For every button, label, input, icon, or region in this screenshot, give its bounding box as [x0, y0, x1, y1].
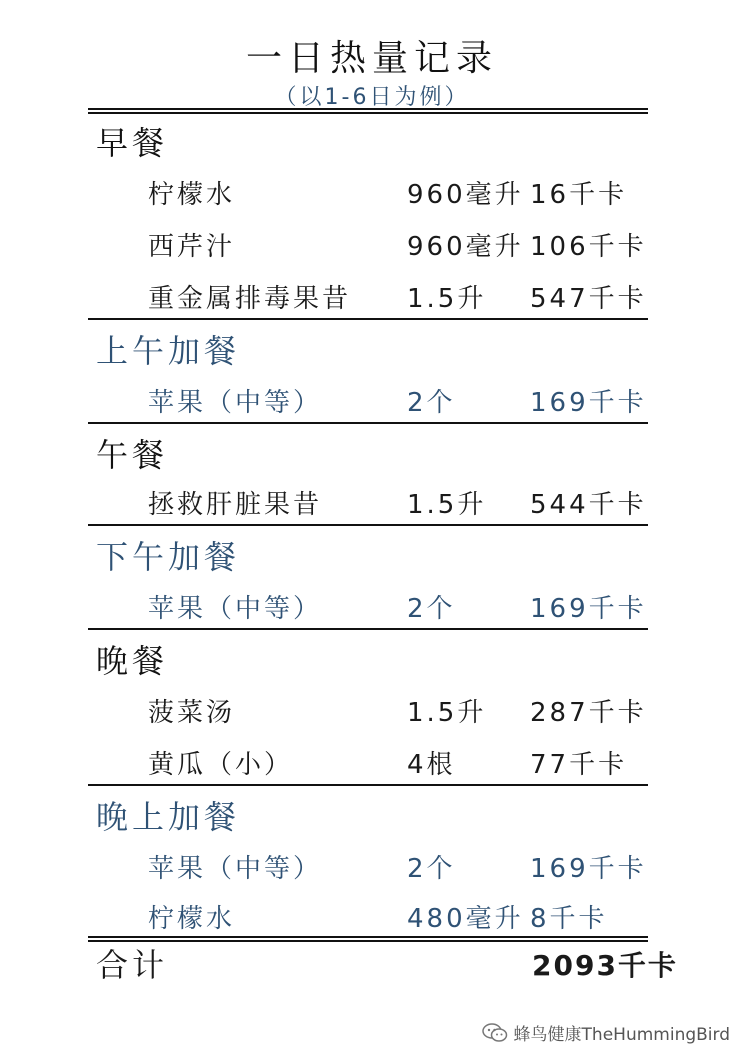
table-row: [0, 898, 744, 938]
table-row: [0, 484, 744, 524]
item-qty: 4根: [407, 750, 456, 780]
item-name: 黄瓜（小）: [148, 750, 294, 780]
section-morning-snack-label: 上午加餐: [96, 332, 241, 370]
item-cal: 8千卡: [530, 904, 608, 934]
page-title: 一日热量记录: [245, 38, 498, 79]
item-cal: 547千卡: [530, 284, 647, 314]
item-name: 苹果（中等）: [148, 854, 323, 884]
item-cal: 106千卡: [530, 232, 647, 262]
section-breakfast-label: 早餐: [96, 124, 169, 162]
item-name: 西芹汁: [148, 232, 236, 262]
table-row: [0, 278, 744, 318]
item-cal: 77千卡: [530, 750, 628, 780]
item-cal: 169千卡: [530, 594, 647, 624]
watermark-text: 蜂鸟健康TheHummingBird: [513, 1025, 730, 1045]
table-row: [0, 848, 744, 888]
section-divider: [88, 628, 648, 630]
table-row: [0, 226, 744, 266]
section-afternoon-snack-label: 下午加餐: [96, 538, 241, 576]
top-rule: [88, 108, 648, 114]
item-cal: 544千卡: [530, 490, 647, 520]
section-divider: [88, 784, 648, 786]
table-row: [0, 744, 744, 784]
item-qty: 2个: [407, 388, 456, 418]
item-qty: 480毫升: [407, 904, 524, 934]
section-divider: [88, 422, 648, 424]
item-qty: 960毫升: [407, 180, 524, 210]
table-row: [0, 692, 744, 732]
item-qty: 2个: [407, 594, 456, 624]
table-row: [0, 382, 744, 422]
page-subtitle: （以1-6日为例）: [274, 85, 470, 110]
item-cal: 169千卡: [530, 388, 647, 418]
table-row: [0, 588, 744, 628]
item-cal: 169千卡: [530, 854, 647, 884]
item-name: 苹果（中等）: [148, 388, 323, 418]
item-name: 菠菜汤: [148, 698, 236, 728]
total-rule: [88, 936, 648, 942]
item-qty: 1.5升: [407, 698, 487, 728]
item-name: 柠檬水: [148, 180, 236, 210]
item-qty: 1.5升: [407, 490, 487, 520]
item-name: 拯救肝脏果昔: [148, 490, 323, 520]
watermark: [482, 1020, 730, 1045]
total-value: 2093千卡: [532, 949, 678, 982]
item-cal: 16千卡: [530, 180, 628, 210]
table-row: [0, 174, 744, 214]
total-label: 合计: [96, 946, 169, 984]
section-lunch-label: 午餐: [96, 436, 169, 474]
section-dinner-label: 晚餐: [96, 642, 169, 680]
item-qty: 2个: [407, 854, 456, 884]
item-name: 重金属排毒果昔: [148, 284, 352, 314]
item-name: 苹果（中等）: [148, 594, 323, 624]
item-cal: 287千卡: [530, 698, 647, 728]
section-divider: [88, 524, 648, 526]
section-evening-snack-label: 晚上加餐: [96, 798, 241, 836]
item-qty: 960毫升: [407, 232, 524, 262]
item-qty: 1.5升: [407, 284, 487, 314]
item-name: 柠檬水: [148, 904, 236, 934]
wechat-icon: [482, 1023, 508, 1043]
section-divider: [88, 318, 648, 320]
